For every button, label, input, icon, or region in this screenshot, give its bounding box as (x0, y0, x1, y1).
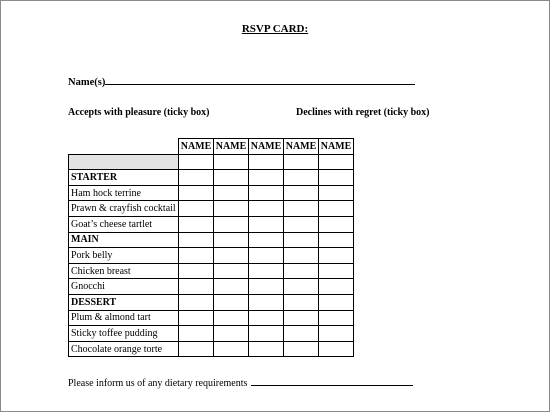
tick-box (319, 154, 354, 170)
shaded-row (69, 154, 354, 170)
tick-box (284, 294, 319, 310)
menu-item-row (69, 310, 354, 326)
tick-box (284, 232, 319, 248)
tick-box (214, 294, 249, 310)
menu-item-row (69, 185, 354, 201)
tick-box[interactable] (284, 326, 319, 342)
tick-box (179, 294, 214, 310)
dietary-field[interactable] (68, 377, 413, 389)
header-blank-cell (69, 139, 179, 155)
name-column-header: NAME (179, 139, 214, 155)
tick-box[interactable] (249, 185, 284, 201)
tick-box (319, 294, 354, 310)
tick-box (319, 232, 354, 248)
tick-box[interactable] (214, 263, 249, 279)
tick-box[interactable] (284, 216, 319, 232)
tick-box[interactable] (214, 185, 249, 201)
tick-box[interactable] (214, 341, 249, 357)
tick-box (179, 170, 214, 186)
tick-box[interactable] (249, 216, 284, 232)
tick-box[interactable] (214, 326, 249, 342)
tick-box[interactable] (179, 341, 214, 357)
menu-item-label: Prawn & crayfish cocktail (69, 201, 179, 217)
section-heading: MAIN (69, 232, 179, 248)
section-row (69, 232, 354, 248)
tick-box[interactable] (319, 341, 354, 357)
tick-box[interactable] (249, 201, 284, 217)
tick-box (249, 170, 284, 186)
tick-box[interactable] (284, 279, 319, 295)
tick-box[interactable] (319, 279, 354, 295)
tick-box[interactable] (249, 248, 284, 264)
tick-box (214, 170, 249, 186)
section-heading: DESSERT (69, 294, 179, 310)
menu-item-label: Chicken breast (69, 263, 179, 279)
accepts-label: Accepts with pleasure (ticky box) (68, 107, 210, 118)
tick-box (179, 154, 214, 170)
tick-box[interactable] (179, 185, 214, 201)
tick-box[interactable] (214, 279, 249, 295)
menu-item-label: Ham hock terrine (69, 185, 179, 201)
names-label: Name(s) (68, 77, 106, 88)
declines-label: Declines with regret (ticky box) (296, 107, 430, 118)
menu-item-row (69, 248, 354, 264)
header-row (69, 139, 354, 155)
tick-box[interactable] (249, 326, 284, 342)
tick-box (284, 154, 319, 170)
name-column-header: NAME (249, 139, 284, 155)
names-underline[interactable] (105, 75, 415, 85)
tick-box[interactable] (249, 263, 284, 279)
tick-box[interactable] (249, 341, 284, 357)
menu-table (68, 138, 354, 357)
tick-box[interactable] (214, 201, 249, 217)
tick-box (319, 170, 354, 186)
tick-box[interactable] (319, 185, 354, 201)
menu-item-row (69, 341, 354, 357)
tick-box[interactable] (179, 326, 214, 342)
menu-item-label: Sticky toffee pudding (69, 326, 179, 342)
tick-box (249, 232, 284, 248)
tick-box[interactable] (319, 248, 354, 264)
tick-box[interactable] (179, 279, 214, 295)
dietary-label: Please inform us of any dietary requirements (68, 378, 248, 389)
tick-box (214, 154, 249, 170)
menu-item-row (69, 216, 354, 232)
tick-box[interactable] (214, 248, 249, 264)
tick-box[interactable] (284, 201, 319, 217)
tick-box[interactable] (319, 263, 354, 279)
tick-box[interactable] (179, 216, 214, 232)
menu-item-label: Pork belly (69, 248, 179, 264)
names-field[interactable] (68, 75, 415, 88)
dietary-underline[interactable] (251, 377, 413, 386)
menu-item-row (69, 263, 354, 279)
tick-box[interactable] (214, 216, 249, 232)
section-heading: STARTER (69, 170, 179, 186)
tick-box (249, 154, 284, 170)
tick-box[interactable] (319, 201, 354, 217)
tick-box[interactable] (284, 185, 319, 201)
tick-box (284, 170, 319, 186)
menu-item-label: Chocolate orange torte (69, 341, 179, 357)
name-column-header: NAME (319, 139, 354, 155)
page-title: RSVP CARD: (241, 23, 309, 35)
menu-item-label: Goat’s cheese tartlet (69, 216, 179, 232)
tick-box[interactable] (214, 310, 249, 326)
tick-box[interactable] (179, 201, 214, 217)
menu-item-row (69, 279, 354, 295)
name-column-header: NAME (214, 139, 249, 155)
tick-box[interactable] (179, 248, 214, 264)
tick-box[interactable] (319, 326, 354, 342)
menu-item-label: Plum & almond tart (69, 310, 179, 326)
tick-box[interactable] (284, 341, 319, 357)
tick-box[interactable] (319, 310, 354, 326)
tick-box (214, 232, 249, 248)
tick-box[interactable] (249, 310, 284, 326)
tick-box[interactable] (284, 263, 319, 279)
tick-box[interactable] (249, 279, 284, 295)
tick-box[interactable] (179, 263, 214, 279)
name-column-header: NAME (284, 139, 319, 155)
section-row (69, 170, 354, 186)
tick-box[interactable] (319, 216, 354, 232)
menu-item-label: Gnocchi (69, 279, 179, 295)
tick-box[interactable] (179, 310, 214, 326)
menu-item-row (69, 201, 354, 217)
tick-box[interactable] (284, 310, 319, 326)
section-row (69, 294, 354, 310)
tick-box (249, 294, 284, 310)
tick-box (179, 232, 214, 248)
tick-box[interactable] (284, 248, 319, 264)
shaded-cell (69, 154, 179, 170)
menu-item-row (69, 326, 354, 342)
